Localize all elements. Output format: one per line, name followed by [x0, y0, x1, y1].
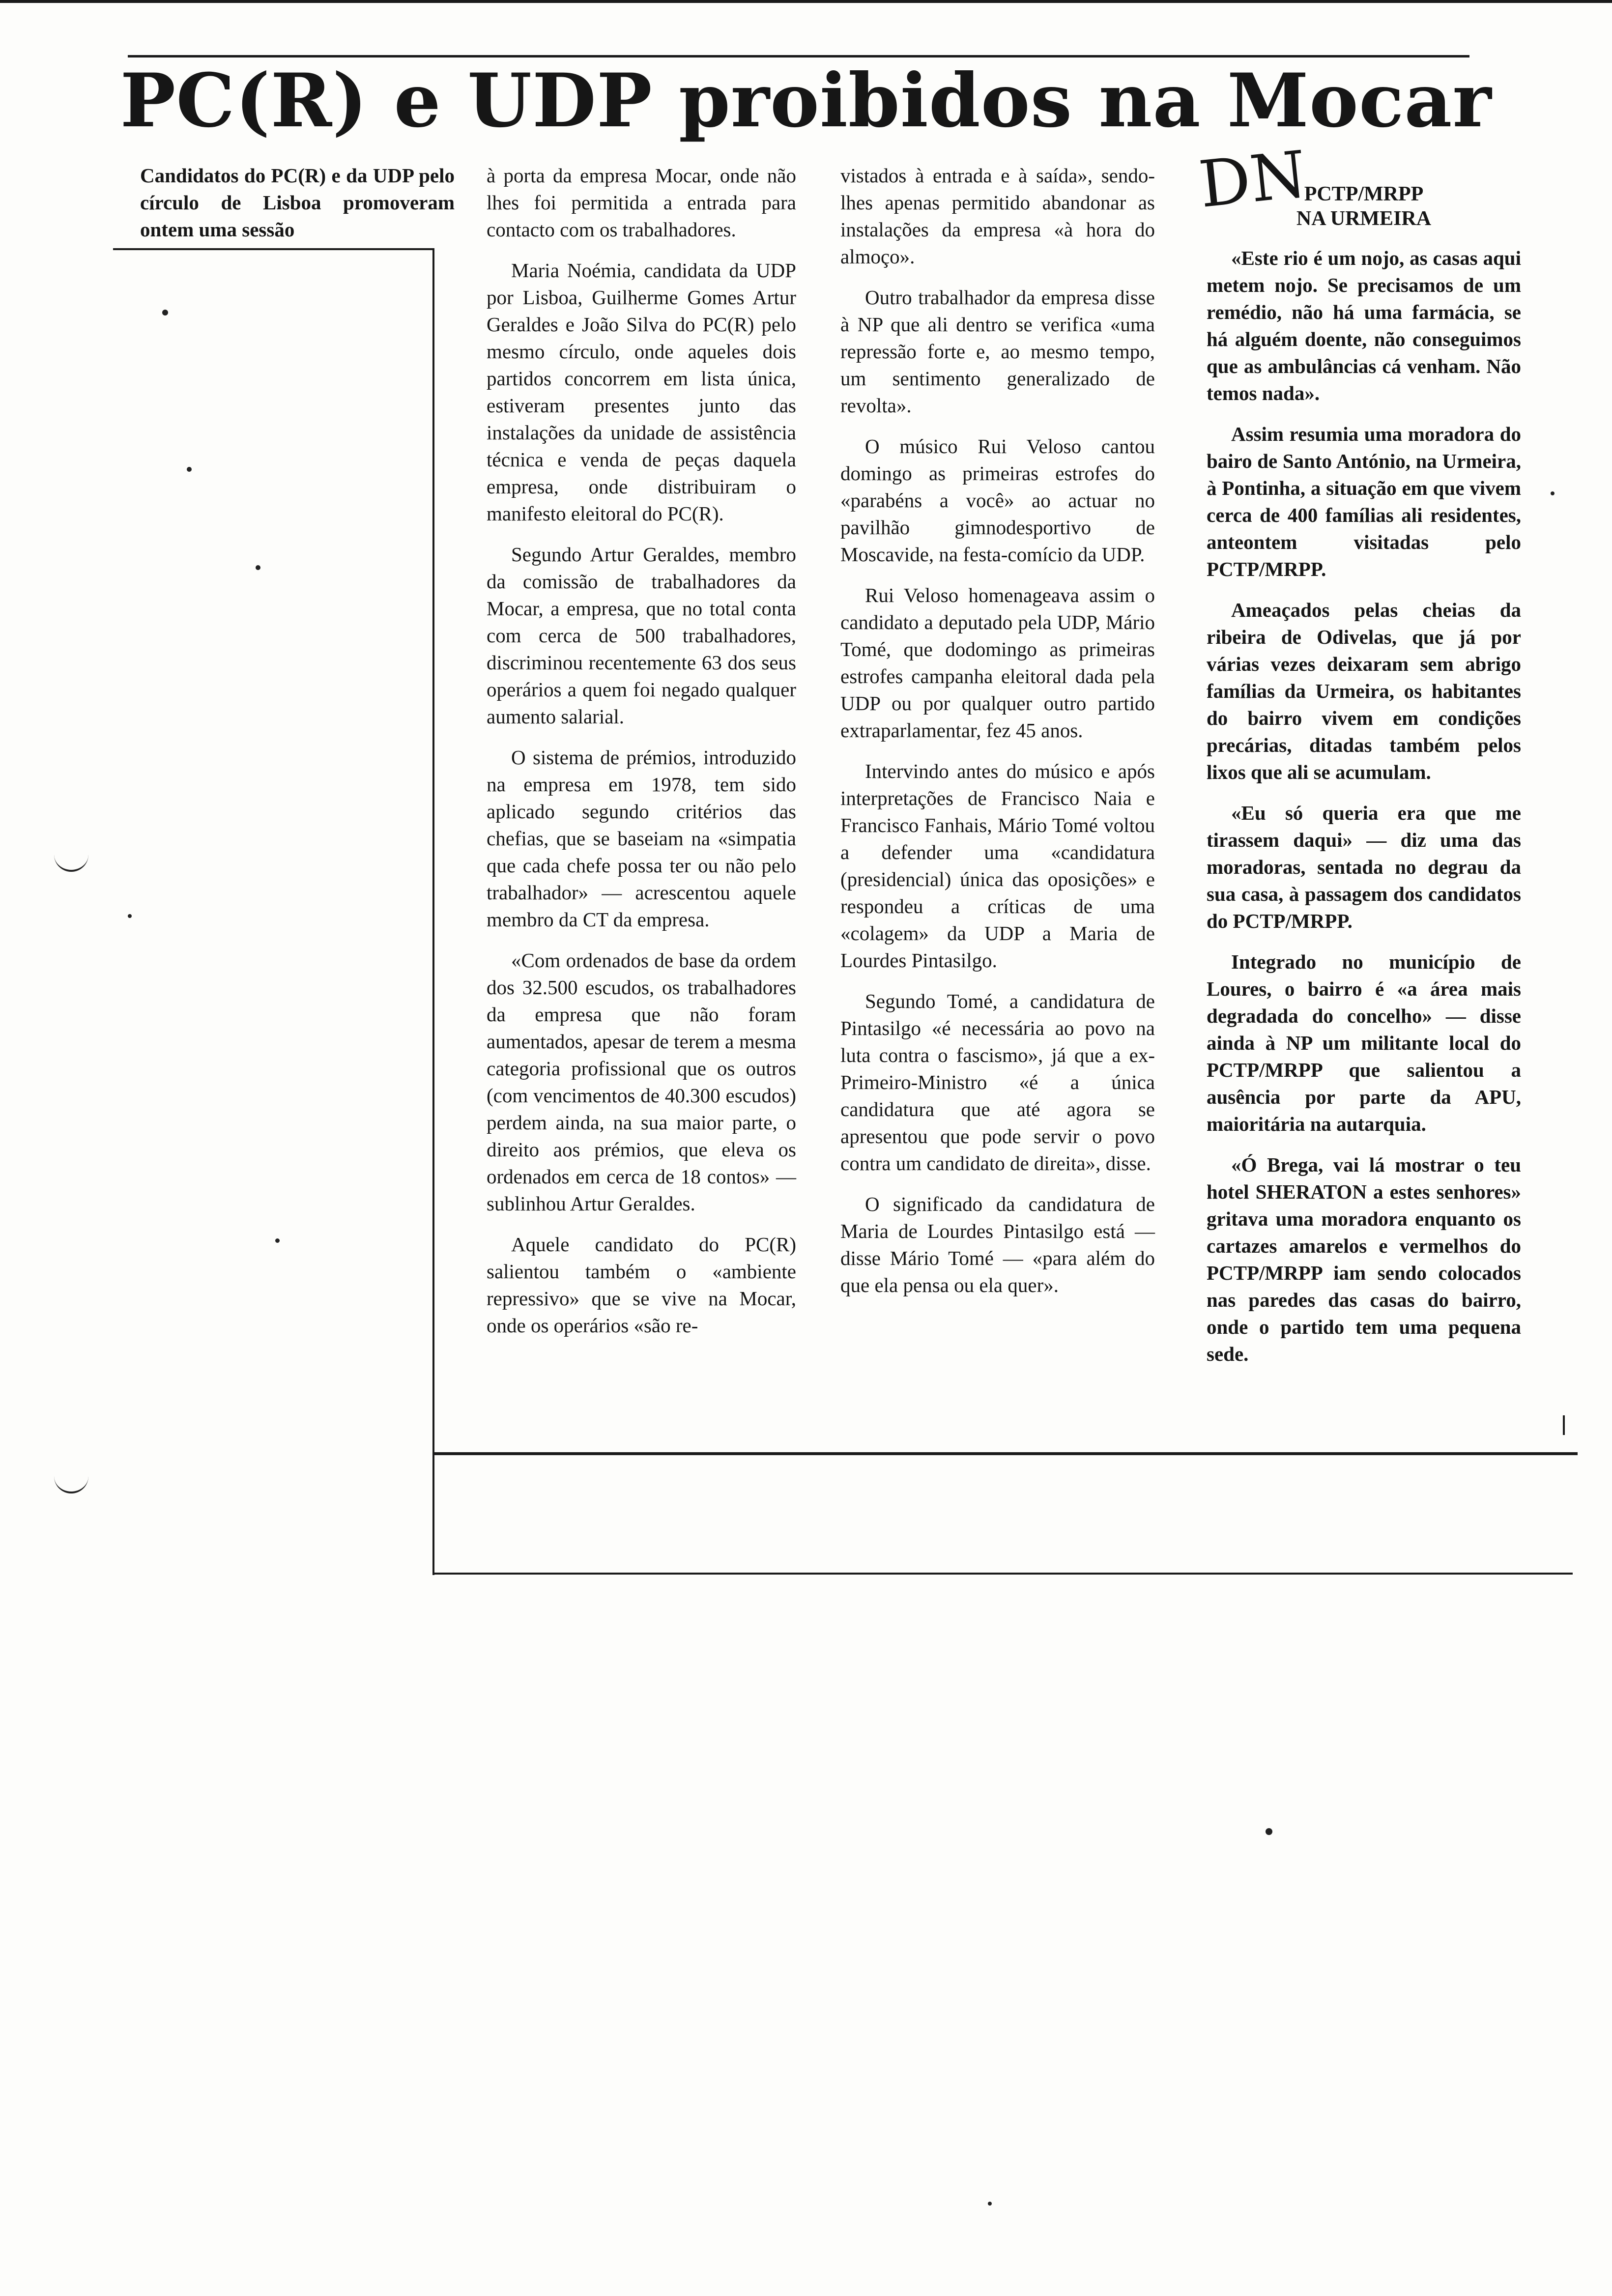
article-bottom-rule [432, 1452, 1578, 1455]
clipping-bottom-edge [432, 1573, 1573, 1575]
subhead-line: NA URMEIRA [1296, 207, 1432, 230]
paragraph: Rui Veloso homenageava assim o candidato a deputado pela UDP, Mário Tomé, que dodomingo as primeiras estrofes campanha eleitoral dada pela UDP ou por qualquer outro partido extraparlamentar, fez 45 anos. [840, 584, 1155, 742]
paragraph: vistados à entrada e à saída», sendo-lhes apenas permitido abandonar as instalações da empresa «à hora do almoço». [840, 164, 1155, 268]
paragraph: Intervindo antes do músico e após interpretações de Francisco Naia e Francisco Fanhais, Mário Tomé voltou a defender uma «candidatura (presidencial) única das oposições» e respondeu a críticas de uma «colagem» da UDP a Maria de Lourdes Pintasilgo. [840, 760, 1155, 972]
paragraph: «Ó Brega, vai lá mostrar o teu hotel SHERATON a estes senhores» gritava uma moradora enquanto os cartazes amarelos e vermelhos do PCTP/MRPP iam sendo colocados nas paredes das casas do bairro, onde o partido tem uma pequena sede. [1207, 1153, 1521, 1365]
paragraph: Outro trabalhador da empresa disse à NP que ali dentro se verifica «uma repressão forte e, ao mesmo tempo, um sentimento generalizado de revolta». [840, 286, 1155, 417]
scan-speck [162, 310, 168, 316]
section-subhead [1207, 182, 1521, 231]
column-lead [140, 162, 455, 257]
paragraph: Maria Noémia, candidata da UDP por Lisboa, Guilherme Gomes Artur Geraldes e João Silva do PC(R) pelo mesmo círculo, onde aqueles dois partidos concorrem em lista única, estiveram presentes junto das instalações da unidade de assistência técnica e venda de peças daquela empresa, onde distribuiram o manifesto eleitoral do PC(R). [487, 259, 796, 525]
punch-hole-mark [54, 1472, 88, 1493]
paragraph: O significado da candidatura de Maria de Lourdes Pintasilgo está — disse Mário Tomé — «para além do que ela pensa ou ela quer». [840, 1193, 1155, 1296]
scan-speck [988, 2202, 992, 2206]
paragraph: Segundo Artur Geraldes, membro da comissão de trabalhadores da Mocar, a empresa, que no total conta com cerca de 500 trabalhadores, discriminou recentemente 63 dos seus operários a quem foi negado qualquer aumento salarial. [487, 543, 796, 728]
paragraph: Ameaçados pelas cheias da ribeira de Odivelas, que já por várias vezes deixaram sem abrigo famílias da Urmeira, os habitantes do bairro vivem em condições precárias, ditadas também pelos lixos que ali se acumulam. [1207, 599, 1521, 783]
paragraph: Integrado no município de Loures, o bairro é «a área mais degradada do concelho» — disse ainda à NP um militante local do PCTP/MRPP que salientou a ausência por parte da APU, maioritária na autarquia. [1207, 950, 1521, 1135]
paragraph: Segundo Tomé, a candidatura de Pintasilgo «é necessária ao povo na luta contra o fascismo», já que a ex-Primeiro-Ministro «é a única candidatura que até agora se apresentou que pode servir o povo contra um candidato de direita», disse. [840, 990, 1155, 1175]
handwritten-mark: DN [1195, 137, 1310, 222]
scan-speck [1266, 1828, 1272, 1835]
paragraph: O músico Rui Veloso cantou domingo as primeiras estrofes do «parabéns a você» ao actuar no pavilhão gimnodesportivo de Moscavide, na festa-comício da UDP. [840, 435, 1155, 566]
scan-speck [1551, 491, 1554, 495]
paragraph: à porta da empresa Mocar, onde não lhes foi permitida a entrada para contacto com os trabalhadores. [487, 164, 796, 241]
scan-speck [256, 565, 260, 570]
paragraph: «Eu só queria era que me tirassem daqui» — diz uma das moradoras, sentada no degrau da sua casa, à passagem dos candidatos do PCTP/MRPP. [1207, 802, 1521, 932]
paragraph: O sistema de prémios, introduzido na empresa em 1978, tem sido aplicado segundo critérios das chefias, que se baseiam na «simpatia que cada chefe possa ter ou não pelo trabalhador» — acrescentou aquele membro da CT da empresa. [487, 746, 796, 931]
paragraph: «Com ordenados de base da ordem dos 32.500 escudos, os trabalhadores da empresa que não foram aumentados, apesar de terem a mesma categoria profissional que os outros (com vencimentos de 40.300 escudos) perdem ainda, na sua maior parte, o direito aos prémios, que eleva os ordenados em cerca de 18 contos» — sublinhou Artur Geraldes. [487, 949, 796, 1215]
headline: PC(R) e UDP proibidos na Mocar [120, 57, 1492, 144]
paragraph: Aquele candidato do PC(R) salientou também o «ambiente repressivo» que se vive na Mocar, onde os operários «são re- [487, 1233, 796, 1337]
right-column-tick [1563, 1415, 1565, 1435]
scan-speck [275, 1238, 280, 1243]
scan-speck [128, 914, 132, 918]
scan-speck [187, 467, 192, 472]
lead-underline-rule [113, 248, 432, 250]
article-column-3 [840, 162, 1155, 1313]
punch-hole-mark [54, 850, 88, 872]
clipping-left-edge [432, 248, 434, 1575]
lead-paragraph: Candidatos do PC(R) e da UDP pelo círculo de Lisboa promoveram ontem uma sessão [140, 164, 455, 241]
article-column-2 [487, 162, 796, 1353]
top-border-rule [0, 0, 1612, 3]
paragraph: «Este rio é um nojo, as casas aqui metem nojo. Se precisamos de um remédio, não há uma farmácia, se há alguém doente, não conseguimos que as ambulâncias cá venham. Não temos nada». [1207, 247, 1521, 404]
article-column-4 [1207, 182, 1521, 1381]
paragraph: Assim resumia uma moradora do bairo de Santo António, na Urmeira, à Pontinha, a situação em que vivem cerca de 400 famílias ali residentes, anteontem visitadas pelo PCTP/MRPP. [1207, 423, 1521, 580]
subhead-line: PCTP/MRPP [1304, 183, 1424, 205]
